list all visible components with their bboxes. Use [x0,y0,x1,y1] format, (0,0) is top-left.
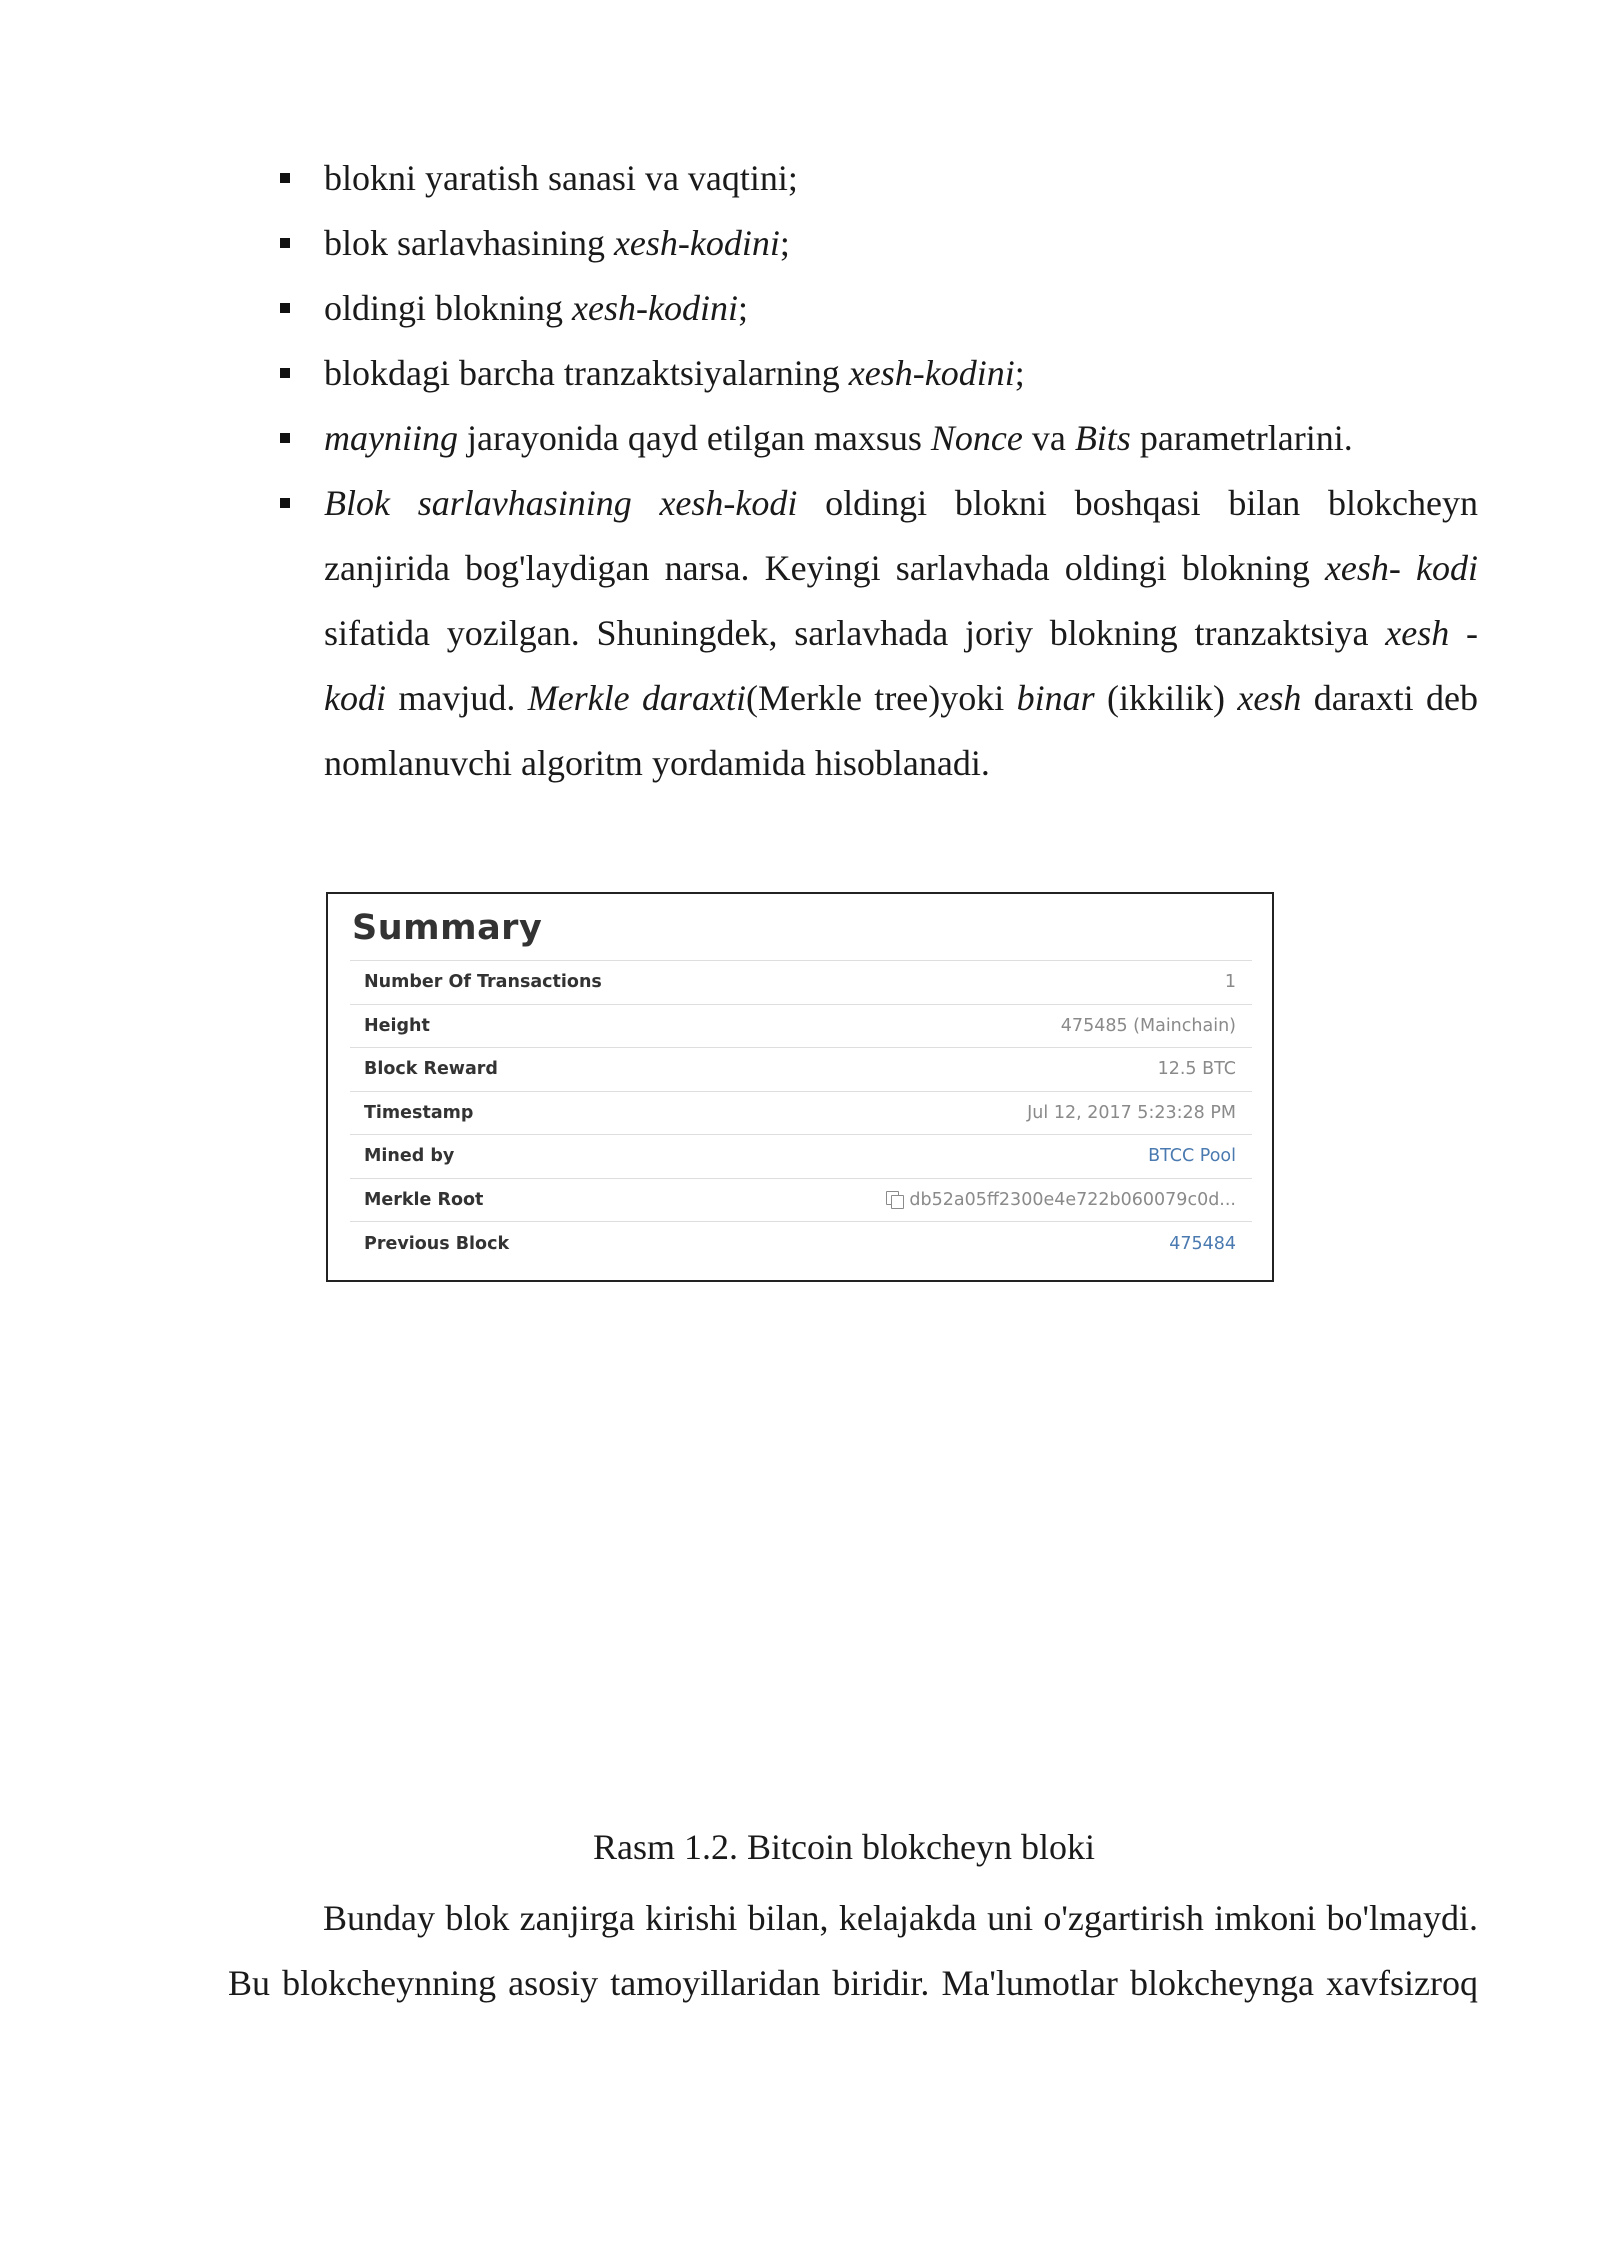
italic-term: Merkle daraxti [527,678,746,718]
bullet-item [278,406,1478,471]
italic-term: xesh- kodi [1324,548,1478,588]
table-row [350,1092,1252,1136]
row-value-text: Jul 12, 2017 5:23:28 PM [1027,1102,1236,1123]
table-row [350,961,1252,1005]
paragraph-line-2: Bu blokcheynning asosiy tamoyillaridan biridir. Ma'lumotlar blokcheynga xavfsizroq [228,1963,1478,2003]
bullet-square-icon [280,303,290,313]
italic-term: Bits [1074,418,1131,458]
paragraph-line-1: Bunday blok zanjirga kirishi bilan, kelajakda uni o'zgartirish imkoni bo'lmaydi. [323,1898,1478,1938]
bullet-item [278,341,1478,406]
table-row [350,1048,1252,1092]
row-label: Height [364,1015,430,1036]
table-row [350,1135,1252,1179]
row-value-text: 1 [1224,972,1236,993]
bullet-square-icon [280,498,290,508]
bullet-text: (ikkilik) [1094,678,1238,718]
italic-term: xesh [1237,678,1302,718]
row-value-text: BTCC Pool [1148,1146,1236,1167]
row-value [1158,1059,1236,1079]
bullet-item [278,471,1478,796]
bullet-item [278,146,1478,211]
italic-term: xesh-kodini [613,223,780,263]
bullet-text: (Merkle tree)yoki [746,678,1017,718]
summary-figure [326,892,1274,1282]
bullet-list [278,146,1478,796]
row-value [1225,972,1236,992]
body-paragraph [228,1886,1478,2016]
row-value [1061,1016,1236,1036]
bullet-text: oldingi blokni boshqasi bilan blokcheyn zanjirida bog'laydigan narsa. Keyingi sarlavhada oldingi blokning [324,483,1479,588]
row-label: Merkle Root [364,1189,484,1210]
row-label: Timestamp [364,1102,474,1123]
bullet-text: blokni yaratish sanasi va vaqtini; [324,158,798,198]
italic-term: Blok sarlavhasining xesh-kodi [324,483,798,523]
bullet-square-icon [280,238,290,248]
bullet-text: va [1022,418,1075,458]
bullet-text: mavjud. [385,678,528,718]
copy-icon[interactable] [886,1191,904,1209]
italic-term: xesh-kodini [572,288,738,328]
bullet-text: ; [737,288,748,328]
bullet-text: blok sarlavhasining [324,223,614,263]
summary-table [350,960,1252,1266]
italic-term: binar [1016,678,1095,718]
row-value [886,1190,1236,1210]
bullet-text: daraxti deb nomlanuvchi algoritm yordamida hisoblanadi. [324,678,1478,783]
italic-term: xesh-kodini [848,353,1015,393]
bullet-text: ; [1014,353,1025,393]
row-label: Block Reward [364,1059,498,1080]
table-row [350,1005,1252,1049]
table-row [350,1179,1252,1223]
italic-term: Nonce [930,418,1023,458]
row-label: Previous Block [364,1233,510,1254]
italic-term: xesh - kodi [324,613,1478,718]
bullet-square-icon [280,368,290,378]
figure-title: Summary [352,908,543,948]
row-value [1027,1103,1236,1123]
bullet-square-icon [280,173,290,183]
bullet-text: jarayonida qayd etilgan maxsus [457,418,931,458]
figure-caption: Rasm 1.2. Bitcoin blokcheyn bloki [593,1827,1095,1867]
bullet-square-icon [280,433,290,443]
bullet-text: blokdagi barcha tranzaktsiyalarning [324,353,849,393]
bullet-text: sifatida yozilgan. Shuningdek, sarlavhada joriy blokning tranzaktsiya [324,613,1386,653]
bullet-item [278,211,1478,276]
table-row [350,1222,1252,1266]
bullet-text: parametrlarini. [1130,418,1353,458]
row-value-text: 475485 (Mainchain) [1060,1015,1236,1036]
row-value[interactable] [1148,1146,1236,1166]
row-value-text: db52a05ff2300e4e722b060079c0d... [909,1189,1236,1210]
bullet-text: ; [779,223,790,263]
row-value-text: 12.5 BTC [1157,1059,1236,1080]
row-value[interactable] [1169,1234,1236,1254]
row-label: Mined by [364,1146,455,1167]
bullet-text: oldingi blokning [324,288,573,328]
italic-term: mayniing [324,418,458,458]
row-label: Number Of Transactions [364,972,602,993]
bullet-item [278,276,1478,341]
row-value-text: 475484 [1169,1233,1236,1254]
